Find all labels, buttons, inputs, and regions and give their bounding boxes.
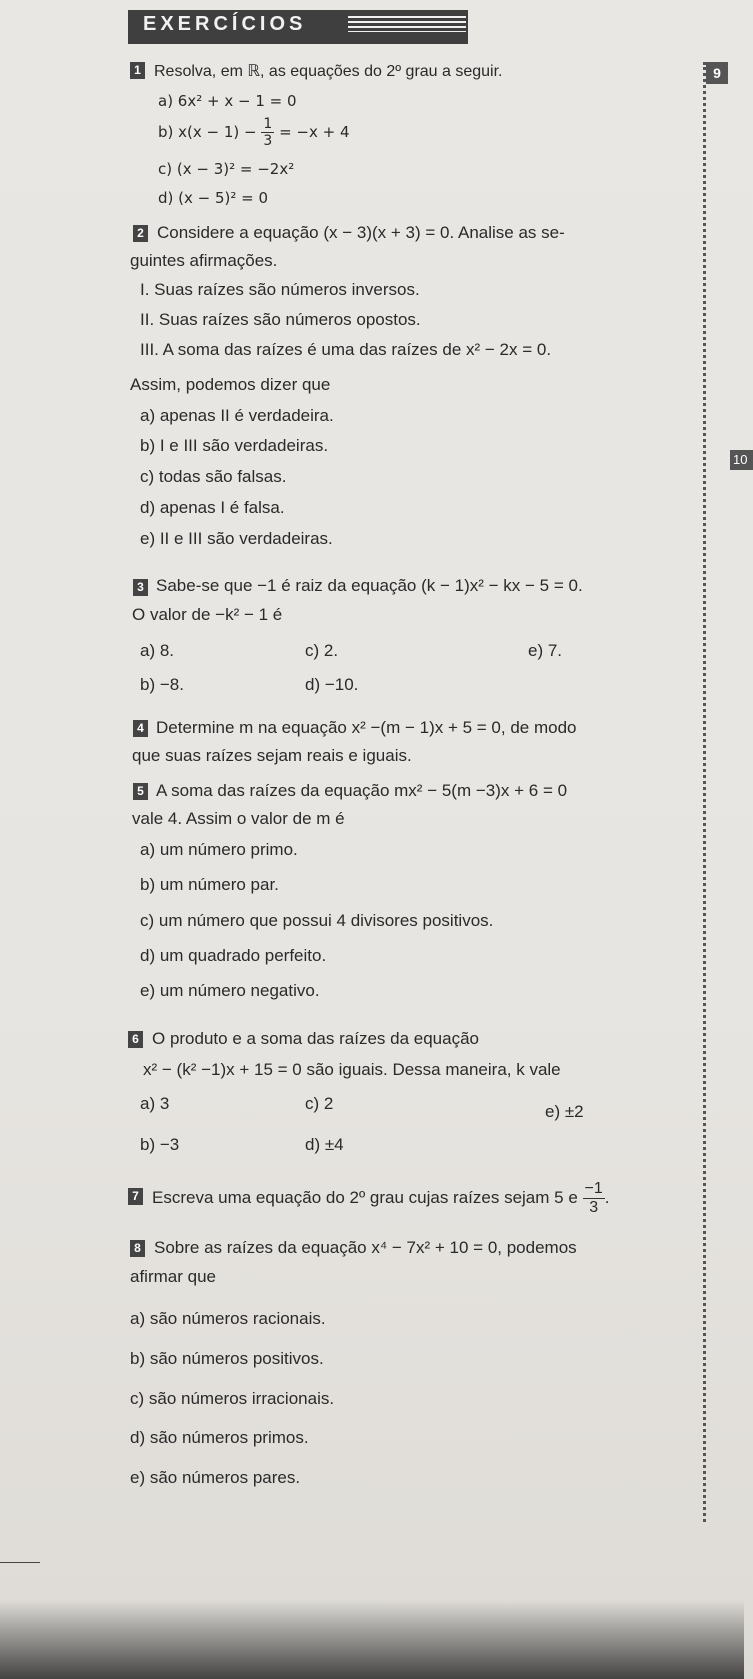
fraction-denominator: 3 — [263, 133, 273, 149]
question-text-line2: guintes afirmações. — [130, 251, 278, 270]
option-c: c) um número que possui 4 divisores positivos. — [140, 911, 494, 930]
dotted-margin — [703, 62, 706, 1522]
option-d: d) ±4 — [305, 1135, 344, 1154]
option-b: b) I e III são verdadeiras. — [140, 436, 329, 455]
question-text-line1: Determine m na equação x² −(m − 1)x + 5 = 0, de modo — [156, 718, 577, 737]
option-b — [158, 116, 350, 149]
option-e: e) ±2 — [545, 1102, 584, 1121]
question-number: 4 — [133, 720, 148, 737]
question-text-line2: x² − (k² −1)x + 15 = 0 são iguais. Dessa maneira, k vale — [143, 1060, 561, 1079]
question-text-line1: Considere a equação (x − 3)(x + 3) = 0. Analise as se- — [157, 223, 565, 242]
option-a: a) apenas II é verdadeira. — [140, 406, 334, 425]
question-number: 3 — [133, 579, 148, 596]
option-b-tail: = −x + 4 — [279, 123, 350, 141]
option-b: b) um número par. — [140, 875, 279, 894]
statement-ii: II. Suas raízes são números opostos. — [140, 310, 421, 329]
option-e: e) um número negativo. — [140, 981, 320, 1000]
option-d: d) apenas I é falsa. — [140, 498, 285, 517]
option-e: e) 7. — [528, 641, 563, 660]
fraction-numerator: −1 — [584, 1180, 603, 1197]
divider — [0, 1562, 40, 1563]
option-c: c) 2. — [305, 641, 339, 660]
question-text-line1: O produto e a soma das raízes da equação — [152, 1029, 479, 1048]
question-number: 5 — [133, 783, 148, 800]
question-number: 7 — [128, 1188, 143, 1205]
section-title: EXERCÍCIOS — [143, 13, 307, 35]
option-b: b) −3 — [140, 1135, 180, 1154]
option-a: a) 6x² + x − 1 = 0 — [158, 92, 297, 110]
question-tail: . — [604, 1187, 610, 1207]
page-shadow — [0, 1600, 744, 1679]
option-d: d) um quadrado perfeito. — [140, 946, 327, 965]
option-c: c) são números irracionais. — [130, 1389, 335, 1408]
question-text-line1: Sobre as raízes da equação x⁴ − 7x² + 10 = 0, podemos — [154, 1238, 577, 1257]
option-e: e) são números pares. — [130, 1468, 301, 1487]
option-b: b) −8. — [140, 675, 184, 694]
page-number: 9 — [706, 62, 728, 84]
side-page-number: 10 — [730, 450, 753, 470]
question-text-line1: A soma das raízes da equação mx² − 5(m −3)x + 6 = 0 — [156, 781, 568, 800]
option-c: c) todas são falsas. — [140, 467, 287, 486]
header-decoration — [348, 16, 466, 32]
question-number: 2 — [133, 225, 148, 242]
fraction — [583, 1180, 605, 1217]
statement-i: I. Suas raízes são números inversos. — [140, 280, 420, 299]
option-c: c) 2 — [305, 1094, 334, 1113]
option-b-lead: b) x(x − 1) − — [158, 123, 257, 141]
question-text-line1: Sabe-se que −1 é raiz da equação (k − 1)x² − kx − 5 = 0. — [156, 576, 583, 595]
question-text: Resolva, em ℝ, as equações do 2º grau a seguir. — [154, 63, 503, 80]
question-lead: Assim, podemos dizer que — [130, 375, 331, 394]
question-number: 1 — [130, 62, 145, 79]
option-d: d) −10. — [305, 675, 359, 694]
question-text-line2: afirmar que — [130, 1267, 216, 1286]
option-a: a) são números racionais. — [130, 1309, 326, 1328]
question-text-line2: que suas raízes sejam reais e iguais. — [132, 746, 412, 765]
question-text-line2: O valor de −k² − 1 é — [132, 605, 283, 624]
option-d: d) (x − 5)² = 0 — [158, 189, 269, 207]
option-a: a) um número primo. — [140, 840, 298, 859]
option-d: d) são números primos. — [130, 1428, 309, 1447]
question-number: 8 — [130, 1240, 145, 1257]
fraction-numerator: 1 — [263, 116, 273, 132]
fraction-denominator: 3 — [589, 1199, 599, 1216]
fraction — [261, 116, 274, 149]
option-a: a) 8. — [140, 641, 175, 660]
option-c: c) (x − 3)² = −2x² — [158, 160, 295, 178]
statement-iii: III. A soma das raízes é uma das raízes de x² − 2x = 0. — [140, 340, 552, 359]
question-lead: Escreva uma equação do 2º grau cujas raízes sejam 5 e — [152, 1187, 578, 1207]
option-b: b) são números positivos. — [130, 1349, 324, 1368]
question-text — [152, 1180, 610, 1217]
option-e: e) II e III são verdadeiras. — [140, 529, 333, 548]
question-number: 6 — [128, 1031, 143, 1048]
option-a: a) 3 — [140, 1094, 170, 1113]
question-text-line2: vale 4. Assim o valor de m é — [132, 809, 345, 828]
